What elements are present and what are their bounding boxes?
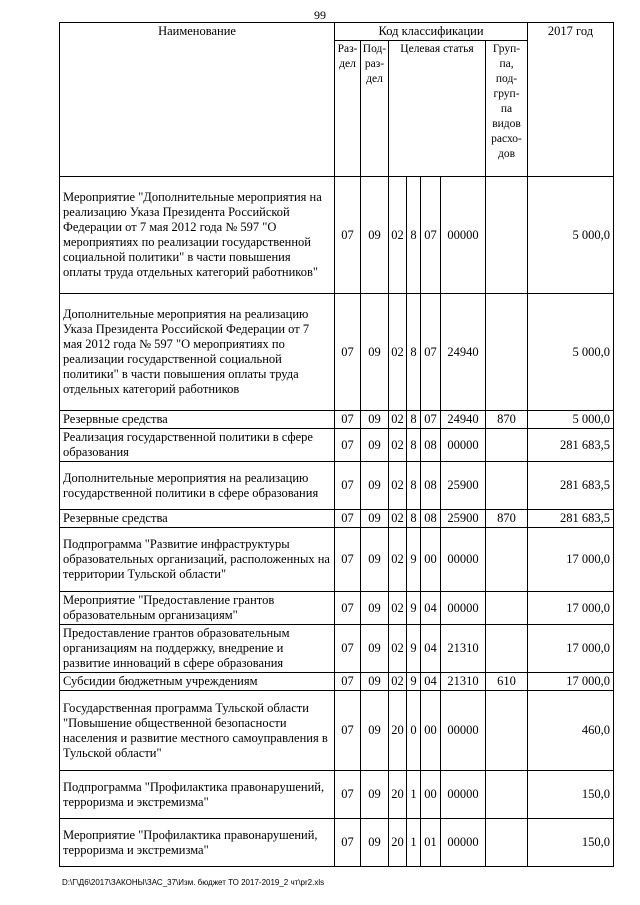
table-row — [60, 592, 614, 625]
table-row — [60, 294, 614, 411]
cell-cs3: 07 — [421, 177, 441, 294]
cell-razdel: 07 — [335, 462, 361, 510]
file-path-footer: D:\Г\Д6\2017\ЗАКОНЫ\ЗАС_37\Изм. бюджет ТО 2017-2019_2 чт\pr2.xls — [62, 878, 325, 887]
cell-razdel: 07 — [335, 294, 361, 411]
cell-cs4: 21310 — [441, 625, 486, 673]
cell-name: Подпрограмма "Профилактика правонарушений, терроризма и экстремизма" — [60, 771, 335, 819]
cell-cs3: 04 — [421, 625, 441, 673]
cell-cs1: 02 — [389, 528, 407, 592]
table-row — [60, 625, 614, 673]
cell-cs3: 00 — [421, 528, 441, 592]
cell-cs4: 00000 — [441, 592, 486, 625]
table-row — [60, 771, 614, 819]
cell-podrazdel: 09 — [361, 771, 389, 819]
cell-cs3: 04 — [421, 673, 441, 691]
cell-cs4: 00000 — [441, 819, 486, 867]
cell-razdel: 07 — [335, 592, 361, 625]
cell-podrazdel: 09 — [361, 625, 389, 673]
cell-name: Дополнительные мероприятия на реализацию Указа Президента Российской Федерации от 7 мая 2012 года № 597 "О мероприятиях по реализации государственной социальной политики" в части повышения оплаты труда отдельных категорий работников — [60, 294, 335, 411]
cell-razdel: 07 — [335, 429, 361, 462]
cell-cs2: 1 — [407, 819, 421, 867]
cell-cs2: 8 — [407, 510, 421, 528]
cell-cs2: 8 — [407, 411, 421, 429]
cell-podrazdel: 09 — [361, 592, 389, 625]
cell-cs4: 00000 — [441, 771, 486, 819]
cell-cs1: 02 — [389, 592, 407, 625]
header-year: 2017 год — [528, 23, 614, 177]
table-row — [60, 691, 614, 771]
table-row — [60, 462, 614, 510]
cell-cs3: 08 — [421, 510, 441, 528]
cell-name: Подпрограмма "Развитие инфраструктуры образовательных организаций, расположенных на территории Тульской области" — [60, 528, 335, 592]
cell-razdel: 07 — [335, 625, 361, 673]
cell-amount: 17 000,0 — [528, 528, 614, 592]
cell-cs4: 25900 — [441, 462, 486, 510]
cell-razdel: 07 — [335, 510, 361, 528]
cell-podrazdel: 09 — [361, 673, 389, 691]
cell-razdel: 07 — [335, 411, 361, 429]
cell-razdel: 07 — [335, 177, 361, 294]
cell-cs2: 9 — [407, 625, 421, 673]
cell-razdel: 07 — [335, 691, 361, 771]
cell-cs2: 8 — [407, 177, 421, 294]
cell-cs2: 9 — [407, 592, 421, 625]
cell-podrazdel: 09 — [361, 294, 389, 411]
cell-name: Субсидии бюджетным учреждениям — [60, 673, 335, 691]
cell-amount: 150,0 — [528, 819, 614, 867]
cell-cs1: 02 — [389, 462, 407, 510]
table-row — [60, 528, 614, 592]
cell-cs2: 8 — [407, 429, 421, 462]
cell-cs4: 00000 — [441, 177, 486, 294]
header-subsection: Под- раз- дел — [361, 41, 389, 177]
cell-podrazdel: 09 — [361, 411, 389, 429]
cell-cs4: 00000 — [441, 429, 486, 462]
cell-vid — [486, 771, 528, 819]
cell-vid — [486, 691, 528, 771]
cell-cs2: 1 — [407, 771, 421, 819]
header-name: Наименование — [60, 23, 335, 177]
cell-cs2: 9 — [407, 673, 421, 691]
cell-cs2: 8 — [407, 294, 421, 411]
cell-cs3: 00 — [421, 691, 441, 771]
cell-amount: 5 000,0 — [528, 411, 614, 429]
cell-vid — [486, 625, 528, 673]
cell-podrazdel: 09 — [361, 429, 389, 462]
cell-cs1: 20 — [389, 771, 407, 819]
cell-vid — [486, 177, 528, 294]
cell-cs1: 20 — [389, 691, 407, 771]
cell-razdel: 07 — [335, 528, 361, 592]
cell-cs3: 00 — [421, 771, 441, 819]
cell-vid — [486, 294, 528, 411]
cell-amount: 17 000,0 — [528, 673, 614, 691]
cell-amount: 460,0 — [528, 691, 614, 771]
cell-cs2: 9 — [407, 528, 421, 592]
cell-podrazdel: 09 — [361, 528, 389, 592]
cell-cs4: 24940 — [441, 294, 486, 411]
cell-name: Предоставление грантов образовательным организациям на поддержку, внедрение и развитие инноваций в сфере образования — [60, 625, 335, 673]
cell-razdel: 07 — [335, 771, 361, 819]
cell-cs1: 02 — [389, 411, 407, 429]
cell-vid — [486, 819, 528, 867]
cell-amount: 17 000,0 — [528, 592, 614, 625]
cell-vid: 610 — [486, 673, 528, 691]
table-body — [60, 177, 614, 867]
cell-name: Мероприятие "Дополнительные мероприятия на реализацию Указа Президента Российской Федерации от 7 мая 2012 года № 597 "О мероприятиях по реализации государственной социальной политики" в части повышения оплаты труда отдельных категорий работников" — [60, 177, 335, 294]
cell-vid — [486, 592, 528, 625]
cell-name: Резервные средства — [60, 510, 335, 528]
cell-podrazdel: 09 — [361, 691, 389, 771]
table-row — [60, 429, 614, 462]
cell-cs1: 02 — [389, 510, 407, 528]
header-classification: Код классификации — [335, 23, 528, 41]
cell-cs4: 25900 — [441, 510, 486, 528]
cell-amount: 281 683,5 — [528, 510, 614, 528]
cell-cs2: 8 — [407, 462, 421, 510]
cell-name: Реализация государственной политики в сфере образования — [60, 429, 335, 462]
cell-cs4: 24940 — [441, 411, 486, 429]
cell-cs4: 21310 — [441, 673, 486, 691]
cell-podrazdel: 09 — [361, 177, 389, 294]
cell-name: Мероприятие "Предоставление грантов образовательным организациям" — [60, 592, 335, 625]
cell-cs3: 08 — [421, 462, 441, 510]
cell-cs3: 07 — [421, 411, 441, 429]
cell-vid: 870 — [486, 411, 528, 429]
table-row — [60, 819, 614, 867]
header-section: Раз- дел — [335, 41, 361, 177]
cell-name: Мероприятие "Профилактика правонарушений, терроризма и экстремизма" — [60, 819, 335, 867]
cell-vid: 870 — [486, 510, 528, 528]
header-group: Груп- па, под- груп- па видов расхо- дов — [486, 41, 528, 177]
table-row — [60, 177, 614, 294]
cell-cs4: 00000 — [441, 528, 486, 592]
table-row — [60, 510, 614, 528]
cell-cs3: 07 — [421, 294, 441, 411]
cell-vid — [486, 429, 528, 462]
cell-cs3: 08 — [421, 429, 441, 462]
cell-vid — [486, 528, 528, 592]
cell-razdel: 07 — [335, 673, 361, 691]
cell-name: Резервные средства — [60, 411, 335, 429]
cell-cs3: 04 — [421, 592, 441, 625]
cell-podrazdel: 09 — [361, 510, 389, 528]
cell-cs3: 01 — [421, 819, 441, 867]
cell-vid — [486, 462, 528, 510]
cell-amount: 17 000,0 — [528, 625, 614, 673]
page-number: 99 — [314, 8, 326, 22]
table-row — [60, 673, 614, 691]
cell-cs1: 02 — [389, 673, 407, 691]
header-target: Целевая статья — [389, 41, 486, 177]
cell-cs1: 20 — [389, 819, 407, 867]
cell-podrazdel: 09 — [361, 819, 389, 867]
budget-table — [59, 22, 614, 867]
cell-cs1: 02 — [389, 294, 407, 411]
cell-amount: 281 683,5 — [528, 462, 614, 510]
cell-cs1: 02 — [389, 625, 407, 673]
cell-razdel: 07 — [335, 819, 361, 867]
table-row — [60, 411, 614, 429]
cell-amount: 150,0 — [528, 771, 614, 819]
cell-amount: 281 683,5 — [528, 429, 614, 462]
cell-amount: 5 000,0 — [528, 294, 614, 411]
cell-cs1: 02 — [389, 177, 407, 294]
cell-cs4: 00000 — [441, 691, 486, 771]
cell-podrazdel: 09 — [361, 462, 389, 510]
cell-name: Дополнительные мероприятия на реализацию государственной политики в сфере образования — [60, 462, 335, 510]
cell-amount: 5 000,0 — [528, 177, 614, 294]
cell-name: Государственная программа Тульской области "Повышение общественной безопасности населения и развитие местного самоуправления в Тульской области" — [60, 691, 335, 771]
cell-cs1: 02 — [389, 429, 407, 462]
cell-cs2: 0 — [407, 691, 421, 771]
